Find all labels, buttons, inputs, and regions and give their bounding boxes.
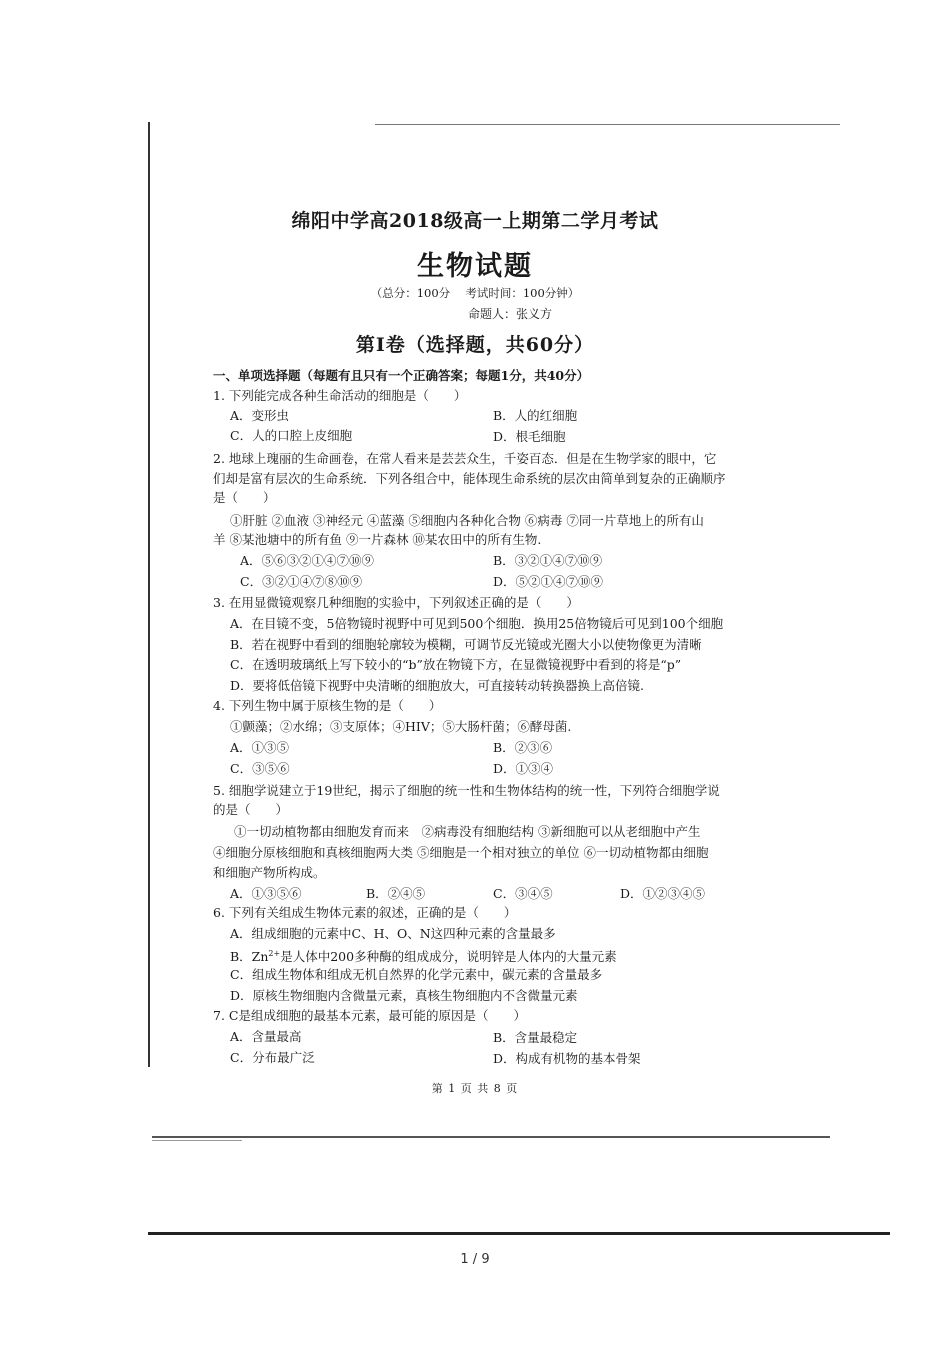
q3-stem: 3. 在用显微镜观察几种细胞的实验中，下列叙述正确的是（ ） — [213, 595, 579, 610]
q2-stem-line3: 是（ ） — [213, 490, 276, 505]
q6-option-b-pre: B．Zn — [230, 949, 269, 965]
q2-option-b: B．③②①④⑦⑩⑨ — [493, 553, 603, 568]
q4-option-c: C．③⑤⑥ — [230, 761, 290, 776]
exam-author: 命题人：张义方 — [468, 307, 553, 321]
q1-option-b: B．人的红细胞 — [493, 408, 578, 423]
q6-option-b-post: 是人体中200多种酶的组成成分，说明锌是人体内的大量元素 — [280, 949, 617, 965]
q2-option-a: A．⑤⑥③②①④⑦⑩⑨ — [240, 553, 375, 568]
q7-stem: 7. C是组成细胞的最基本元素，最可能的原因是（ ） — [213, 1008, 526, 1023]
q3-option-c: C．在透明玻璃纸上写下较小的“b”放在物镜下方，在显微镜视野中看到的将是“p” — [230, 657, 682, 672]
scan-bottom-border — [152, 1136, 830, 1138]
section-heading: 一、单项选择题（每题有且只有一个正确答案；每题1分，共40分） — [213, 368, 590, 383]
q2-option-c: C．③②①④⑦⑧⑩⑨ — [240, 574, 363, 589]
q1-option-c: C．人的口腔上皮细胞 — [230, 428, 353, 443]
q7-option-d: D．构成有机物的基本骨架 — [493, 1051, 641, 1066]
q2-stem-line2: 们却是富有层次的生命系统．下列各组合中，能体现生命系统的层次由简单到复杂的正确顺序 — [213, 471, 726, 486]
q5-list-line2: ④细胞分原核细胞和真核细胞两大类 ⑤细胞是一个相对独立的单位 ⑥一切动植物都由细胞 — [213, 845, 709, 860]
q6-option-d: D．原核生物细胞内含微量元素，真核生物细胞内不含微量元素 — [230, 988, 578, 1003]
q6-option-c: C．组成生物体和组成无机自然界的化学元素中，碳元素的含量最多 — [230, 967, 603, 982]
q2-stem-line1: 2. 地球上瑰丽的生命画卷，在常人看来是芸芸众生，千姿百态．但是在生物学家的眼中，它 — [213, 451, 717, 466]
q5-stem-line1: 5. 细胞学说建立于19世纪，揭示了细胞的统一性和生物体结构的统一性，下列符合细胞学说 — [213, 783, 720, 798]
q1-option-a: A．变形虫 — [230, 408, 290, 423]
q1-option-d: D．根毛细胞 — [493, 429, 566, 444]
q3-option-d: D．要将低倍镜下视野中央清晰的细胞放大，可直接转动转换器换上高倍镜. — [230, 678, 644, 693]
scan-top-border — [375, 124, 840, 125]
q3-option-b: B．若在视野中看到的细胞轮廓较为模糊，可调节反光镜或光圈大小以使物像更为清晰 — [230, 637, 702, 652]
q2-option-d: D．⑤②①④⑦⑩⑨ — [493, 574, 604, 589]
q4-stem: 4. 下列生物中属于原核生物的是（ ） — [213, 698, 442, 713]
q3-option-a: A．在目镜不变，5倍物镜时视野中可见到500个细胞．换用25倍物镜后可见到100个细胞 — [230, 616, 724, 631]
q4-list: ①颤藻；②水绵；③支原体；④HIV；⑤大肠杆菌；⑥酵母菌. — [230, 719, 572, 734]
viewer-page-indicator: 1 / 9 — [460, 1252, 490, 1267]
q5-option-b: B．②④⑤ — [366, 886, 426, 901]
q1-stem: 1. 下列能完成各种生命活动的细胞是（ ） — [213, 388, 467, 403]
exam-title: 绵阳中学高2018级高一上期第二学月考试 — [291, 210, 659, 232]
q6-option-a: A．组成细胞的元素中C、H、O、N这四种元素的含量最多 — [230, 926, 556, 941]
q5-stem-line2: 的是（ ） — [213, 802, 289, 817]
exam-subject: 生物试题 — [417, 251, 533, 282]
q5-list-line1: ①一切动植物都由细胞发育而来 ②病毒没有细胞结构 ③新细胞可以从老细胞中产生 — [234, 824, 701, 839]
q4-option-d: D．①③④ — [493, 761, 554, 776]
q4-option-a: A．①③⑤ — [230, 740, 290, 755]
q6-option-b — [230, 946, 617, 965]
q7-option-a: A．含量最高 — [230, 1029, 302, 1044]
viewer-footer-rule — [148, 1232, 890, 1235]
q5-option-d: D．①②③④⑤ — [620, 886, 706, 901]
q5-option-a: A．①③⑤⑥ — [230, 886, 302, 901]
q5-option-c: C．③④⑤ — [493, 886, 553, 901]
q7-option-b: B．含量最稳定 — [493, 1030, 578, 1045]
q5-list-line3: 和细胞产物所构成。 — [213, 865, 326, 880]
q4-option-b: B．②③⑥ — [493, 740, 553, 755]
q2-list-line1: ①肝脏 ②血液 ③神经元 ④蓝藻 ⑤细胞内各种化合物 ⑥病毒 ⑦同一片草地上的所有山 — [230, 513, 704, 528]
q2-list-line2: 羊 ⑧某池塘中的所有鱼 ⑨一片森林 ⑩某农田中的所有生物. — [213, 532, 542, 547]
scan-page-footer: 第 1 页 共 8 页 — [431, 1082, 519, 1095]
q6-option-b-superscript: 2+ — [268, 949, 281, 958]
q7-option-c: C．分布最广泛 — [230, 1050, 315, 1065]
part-heading: 第Ⅰ卷（选择题，共60分） — [355, 334, 595, 356]
q6-stem: 6. 下列有关组成生物体元素的叙述，正确的是（ ） — [213, 905, 517, 920]
scan-bottom-border-fragment — [152, 1140, 242, 1141]
exam-meta: （总分：100分 考试时间：100分钟） — [370, 286, 580, 300]
